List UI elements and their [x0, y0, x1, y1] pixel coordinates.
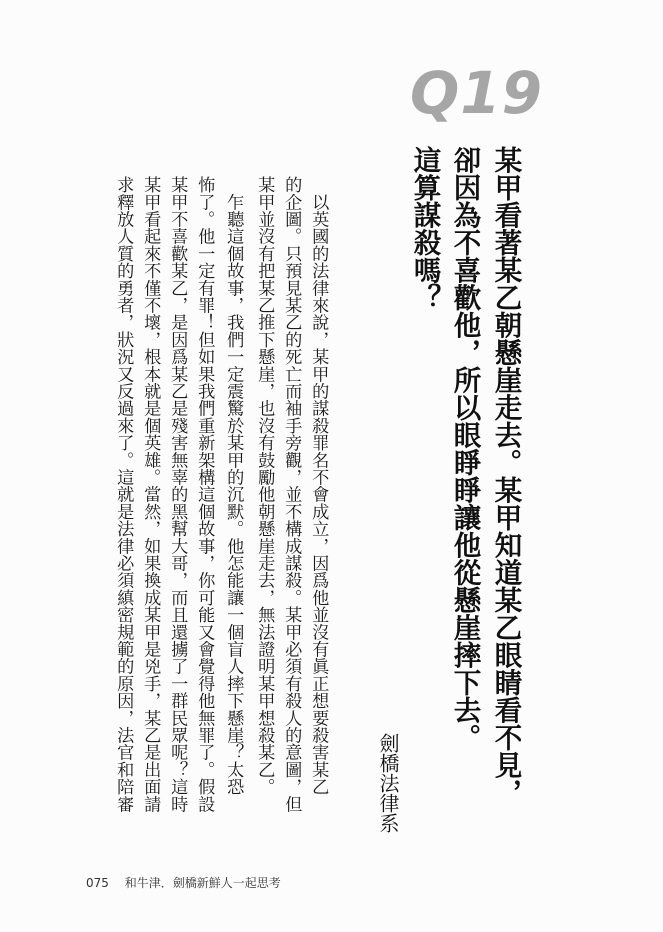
body-line-8: 求釋放人質的勇者，狀況又反過來了。這就是法律必須縝密規範的原因，法官和陪審 [113, 176, 134, 813]
question-line-1: 某甲看著某乙朝懸崖走去。某甲知道某乙眼睛看不見， [489, 146, 522, 806]
source-attribution: 劍橋法律系 [376, 733, 400, 833]
body-line-3: 某甲並沒有把某乙推下懸崖，也沒有鼓勵他朝懸崖走去，無法證明某甲想殺某乙。 [254, 176, 275, 796]
body-line-1: 以英國的法律來說，某甲的謀殺罪名不會成立，因爲他並沒有眞正想要殺害某乙 [308, 176, 329, 796]
question-line-2: 卻因為不喜歡他，所以眼睜睜讓他從懸崖摔下去。 [448, 146, 481, 751]
book-title: 和牛津．劍橋新鮮人一起思考 [124, 876, 281, 890]
question-line-3: 這算謀殺嗎？ [408, 146, 441, 311]
body-line-5: 怖了。他一定有罪！但如果我們重新架構這個故事，你可能又會覺得他無罪了。假設 [194, 176, 215, 813]
body-line-6: 某甲不喜歡某乙，是因爲某乙是殘害無辜的黑幫大哥，而且還擄了一群民眾呢？這時 [167, 176, 188, 813]
question-number: Q19 [410, 59, 544, 127]
body-line-4: 乍聽這個故事，我們一定震驚於某甲的沉默。他怎能讓一個盲人摔下懸崖？太恐 [223, 176, 244, 796]
body-line-2: 的企圖。只預見某乙的死亡而袖手旁觀，並不構成謀殺。某甲必須有殺人的意圖，但 [281, 176, 302, 813]
body-line-7: 某甲看起來不僅不壞，根本就是個英雄。當然，如果換成某甲是兇手，某乙是出面請 [140, 176, 161, 813]
page-footer [86, 874, 281, 891]
page-number: 075 [86, 876, 109, 890]
